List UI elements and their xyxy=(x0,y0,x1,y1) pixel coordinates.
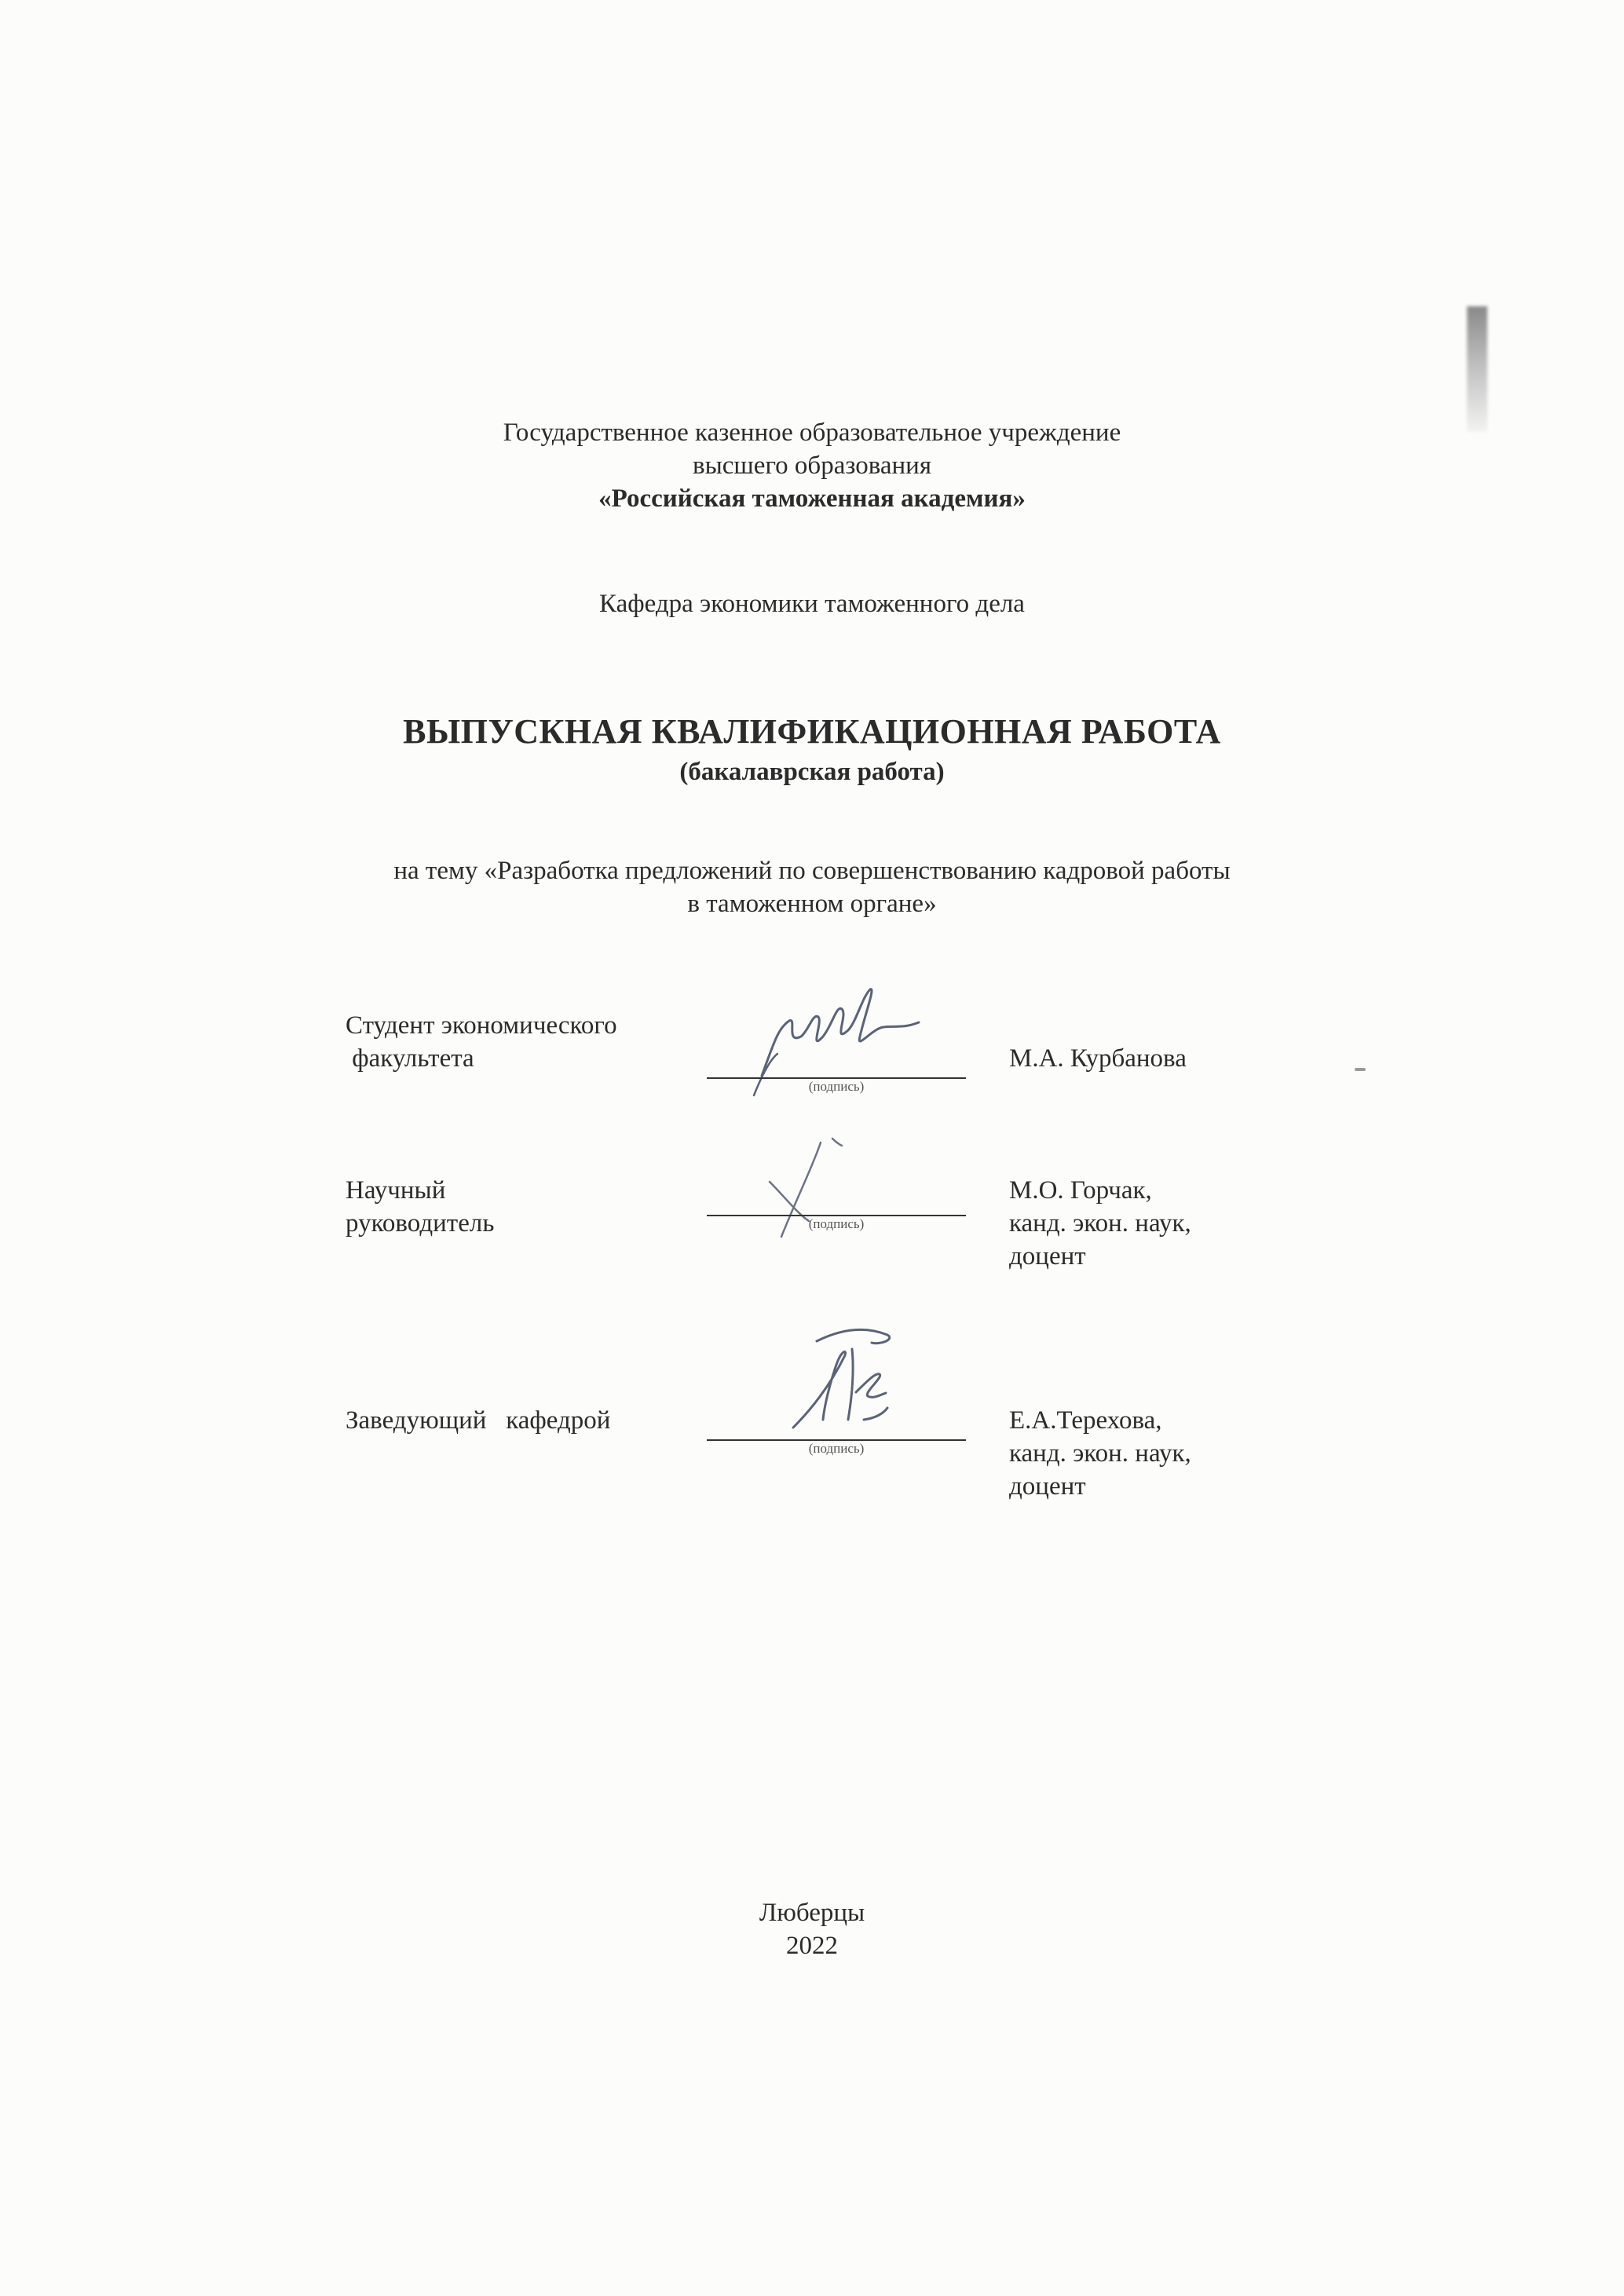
institution-line-2: высшего образования xyxy=(693,452,931,480)
head-role: Заведующий кафедрой xyxy=(346,1406,611,1435)
institution-line-1: Государственное казенное образовательное учреждение xyxy=(503,419,1121,447)
signature-row-head xyxy=(0,1404,1624,1561)
advisor-signature-caption: (подпись) xyxy=(808,1216,865,1231)
institution-header xyxy=(0,416,1624,515)
footer xyxy=(0,1896,1624,1962)
head-signature-caption: (подпись) xyxy=(808,1441,865,1456)
advisor-name: М.О. Горчак, канд. экон. наук, доцент xyxy=(1009,1176,1191,1270)
student-name: М.А. Курбанова xyxy=(1009,1044,1187,1073)
thesis-topic xyxy=(0,854,1624,920)
signature-row-advisor xyxy=(0,1174,1624,1331)
student-role: Студент экономического факультета xyxy=(346,1011,617,1073)
document-subtitle: (бакалаврская работа) xyxy=(679,758,945,786)
student-signature-caption: (подпись) xyxy=(808,1079,865,1094)
document-title: ВЫПУСКНАЯ КВАЛИФИКАЦИОННАЯ РАБОТА xyxy=(403,712,1221,751)
head-name: Е.А.Терехова, канд. экон. наук, доцент xyxy=(1009,1406,1191,1501)
scan-artifact-edge xyxy=(1467,306,1487,432)
footer-city: Люберцы xyxy=(759,1899,865,1927)
topic-line-2: в таможенном органе» xyxy=(687,890,937,918)
advisor-role: Научный руководитель xyxy=(346,1176,495,1238)
topic-line-1: на тему «Разработка предложений по совершенствованию кадровой работы xyxy=(393,857,1231,885)
department-name: Кафедра экономики таможенного дела xyxy=(599,590,1025,618)
institution-name: «Российская таможенная академия» xyxy=(598,484,1026,513)
footer-year: 2022 xyxy=(786,1932,838,1960)
head-handwritten-signature xyxy=(770,1318,919,1451)
